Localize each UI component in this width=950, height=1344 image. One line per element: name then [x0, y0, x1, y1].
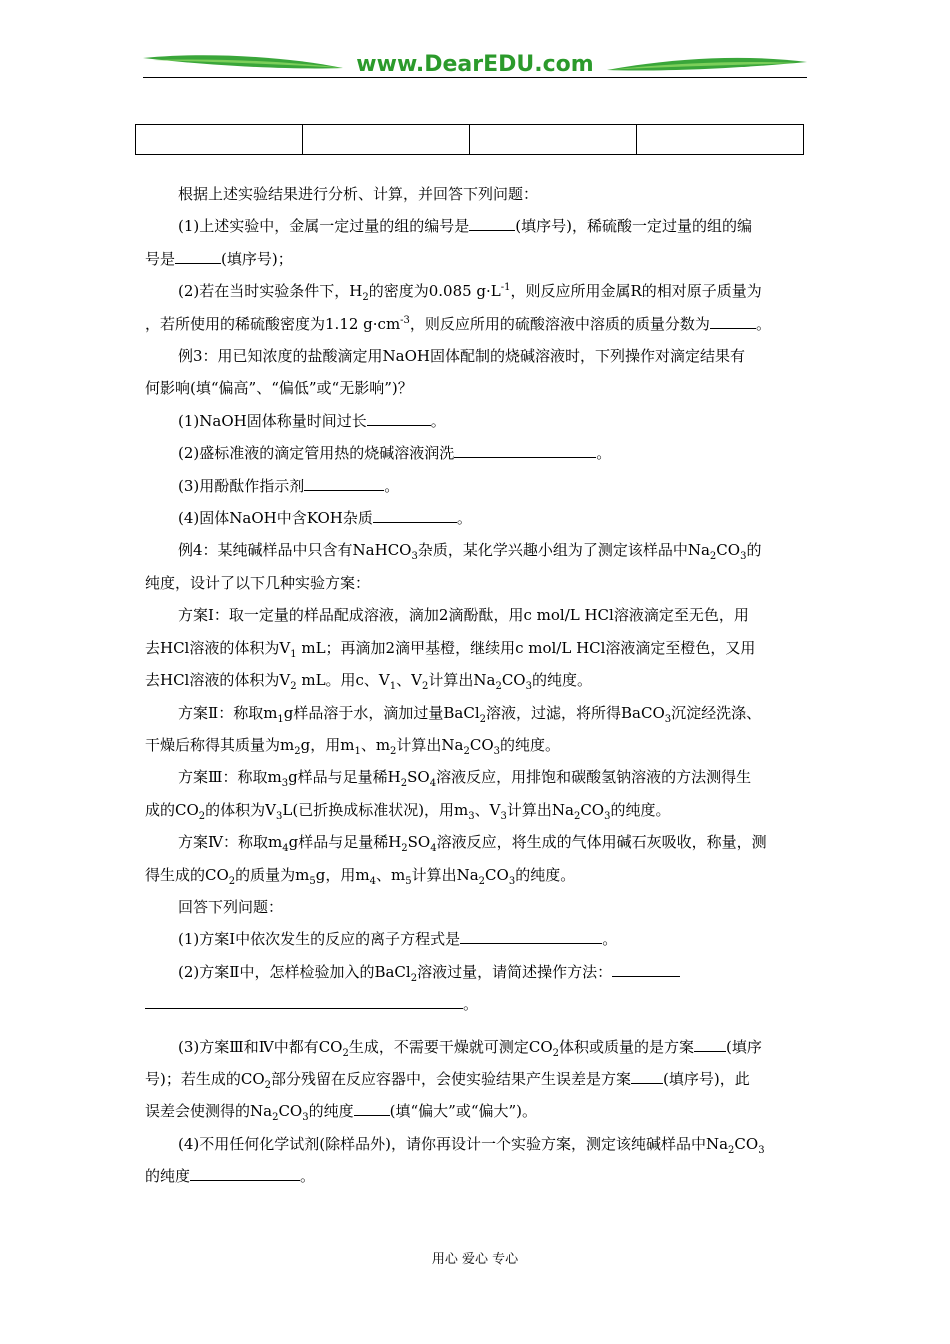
table-cell: [470, 125, 637, 155]
table-cell: [136, 125, 303, 155]
example-3-line-1: 例3：用已知浓度的盐酸滴定用NaOH固体配制的烧碱溶液时，下列操作对滴定结果有: [178, 347, 745, 366]
table-cell: [303, 125, 470, 155]
table-cell: [637, 125, 804, 155]
example-3-q1: (1)NaOH固体称量时间过长 。: [178, 411, 446, 430]
table-row: [136, 125, 804, 155]
example-3-q3: (3)用酚酞作指示剂 。: [178, 476, 400, 495]
example-4-line-1: 例4：某纯碱样品中只含有NaHCO$_3$杂质，某化学兴趣小组为了测定该样品中$Na_2CO_3$的: [178, 541, 762, 563]
scheme-4-line-2: 得生成的$CO_2$的质量为$m_5g$，用$m_4$、$m_5$计算出$Na_2CO_3$的纯度。: [145, 865, 576, 887]
scheme-2-line-2: 干燥后称得其质量为$m_2g$，用$m_1$、$m_2$计算出$Na_2CO_3$的纯度。: [145, 735, 561, 757]
scheme-2-line-1: 方案Ⅱ：称取$m_1g$样品溶于水，滴加过量BaCl$_2$溶液，过滤，将所得BaCO$_3$沉淀经洗涤、: [178, 703, 762, 725]
answer-q1: (1)方案Ⅰ中依次发生的反应的离子方程式是 。: [178, 930, 618, 949]
question-1-line-2: 号是 (填序号)；: [145, 249, 293, 268]
example-3-q4: (4)固体NaOH中含KOH杂质 。: [178, 509, 472, 528]
answer-blank[interactable]: [612, 962, 680, 977]
answer-blank[interactable]: [710, 314, 756, 329]
answer-blank[interactable]: [175, 249, 221, 264]
question-1-line-1: (1)上述实验中，金属一定过量的组的编号是 (填序号)，稀硫酸一定过量的组的编: [178, 217, 752, 236]
answer-blank[interactable]: [304, 476, 384, 491]
header-rule: [143, 77, 807, 78]
answer-q3-line-1: (3)方案Ⅲ和Ⅳ中都有$CO_2$生成，不需要干燥就可测定$CO_2$体积或质量的是方案 (填序: [178, 1037, 762, 1059]
answer-q2-line-2: 。: [145, 988, 807, 1020]
scheme-3-line-1: 方案Ⅲ：称取$m_3g$样品与足量稀$H_2SO_4$溶液反应，用排饱和碳酸氢钠溶液的方法测得生: [178, 768, 752, 790]
scheme-1-line-2: 去HCl溶液的体积为$V_1$ mL；再滴加2滴甲基橙，继续用c mol/L HCl溶液滴定至橙色，又用: [145, 638, 756, 660]
answer-q4-line-1: (4)不用任何化学试剂(除样品外)，请你再设计一个实验方案，测定该纯碱样品中$Na_2CO_3$: [178, 1134, 765, 1156]
answer-blank[interactable]: [454, 443, 596, 458]
answer-heading: 回答下列问题：: [178, 897, 284, 916]
scheme-4-line-1: 方案Ⅳ：称取$m_4g$样品与足量稀$H_2SO_4$溶液反应，将生成的气体用碱石灰吸收，称量，测: [178, 833, 767, 855]
example-4-line-2: 纯度，设计了以下几种实验方案：: [145, 573, 371, 592]
answer-blank[interactable]: [367, 411, 431, 426]
answer-blank[interactable]: [373, 508, 457, 523]
scheme-3-line-2: 成的$CO_2$的体积为$V_3L$(已折换成标准状况)，用$m_3$、$V_3$计算出$Na_2CO_3$的纯度。: [145, 800, 671, 822]
question-2-line-2: ，若所使用的稀硫酸密度为1.12 $g\cdot cm^{-3}$，则反应所用的硫酸溶液中溶质的质量分数为 。: [145, 314, 771, 333]
answer-q3-line-2: 号)；若生成的$CO_2$部分残留在反应容器中，会使实验结果产生误差是方案 (填序号)，此: [145, 1069, 750, 1091]
example-3-line-2: 何影响(填“偏高”、“偏低”或“无影响”)？: [145, 379, 413, 398]
page-footer: 用心 爱心 专心: [431, 1252, 519, 1267]
page-header: [143, 50, 807, 82]
answer-blank[interactable]: [190, 1166, 300, 1181]
data-table: [135, 124, 804, 155]
answer-blank[interactable]: [469, 216, 515, 231]
spacer: [145, 1021, 807, 1031]
answer-blank[interactable]: [145, 994, 463, 1009]
answer-blank[interactable]: [631, 1069, 663, 1084]
document-body: [145, 178, 807, 1193]
paragraph-intro: 根据上述实验结果进行分析、计算，并回答下列问题：: [178, 185, 539, 203]
question-2-line-1: (2)若在当时实验条件下，$H_2$的密度为0.085 $g\cdot L^{-1}$，则反应所用金属R的相对原子质量为: [178, 282, 762, 304]
scheme-1-line-1: 方案Ⅰ：取一定量的样品配成溶液，滴加2滴酚酞，用c mol/L HCl溶液滴定至无色，用: [178, 606, 749, 625]
answer-q3-line-3: 误差会使测得的$Na_2CO_3$的纯度 (填“偏大”或“偏大”)。: [145, 1102, 538, 1124]
answer-blank[interactable]: [354, 1101, 390, 1116]
answer-q4-line-2: 的纯度 。: [145, 1167, 316, 1186]
answer-blank[interactable]: [694, 1037, 726, 1052]
site-logo-text[interactable]: www.DearEDU.com: [356, 52, 594, 77]
scheme-1-line-3: 去HCl溶液的体积为$V_2$ mL。用c、$V_1$、$V_2$计算出$Na_2CO_3$的纯度。: [145, 671, 592, 693]
answer-q2-line-1: (2)方案Ⅱ中，怎样检验加入的BaCl$_2$溶液过量，请简述操作方法：: [145, 956, 807, 988]
answer-blank[interactable]: [460, 929, 602, 944]
example-3-q2: (2)盛标准液的滴定管用热的烧碱溶液润洗 。: [178, 444, 612, 463]
